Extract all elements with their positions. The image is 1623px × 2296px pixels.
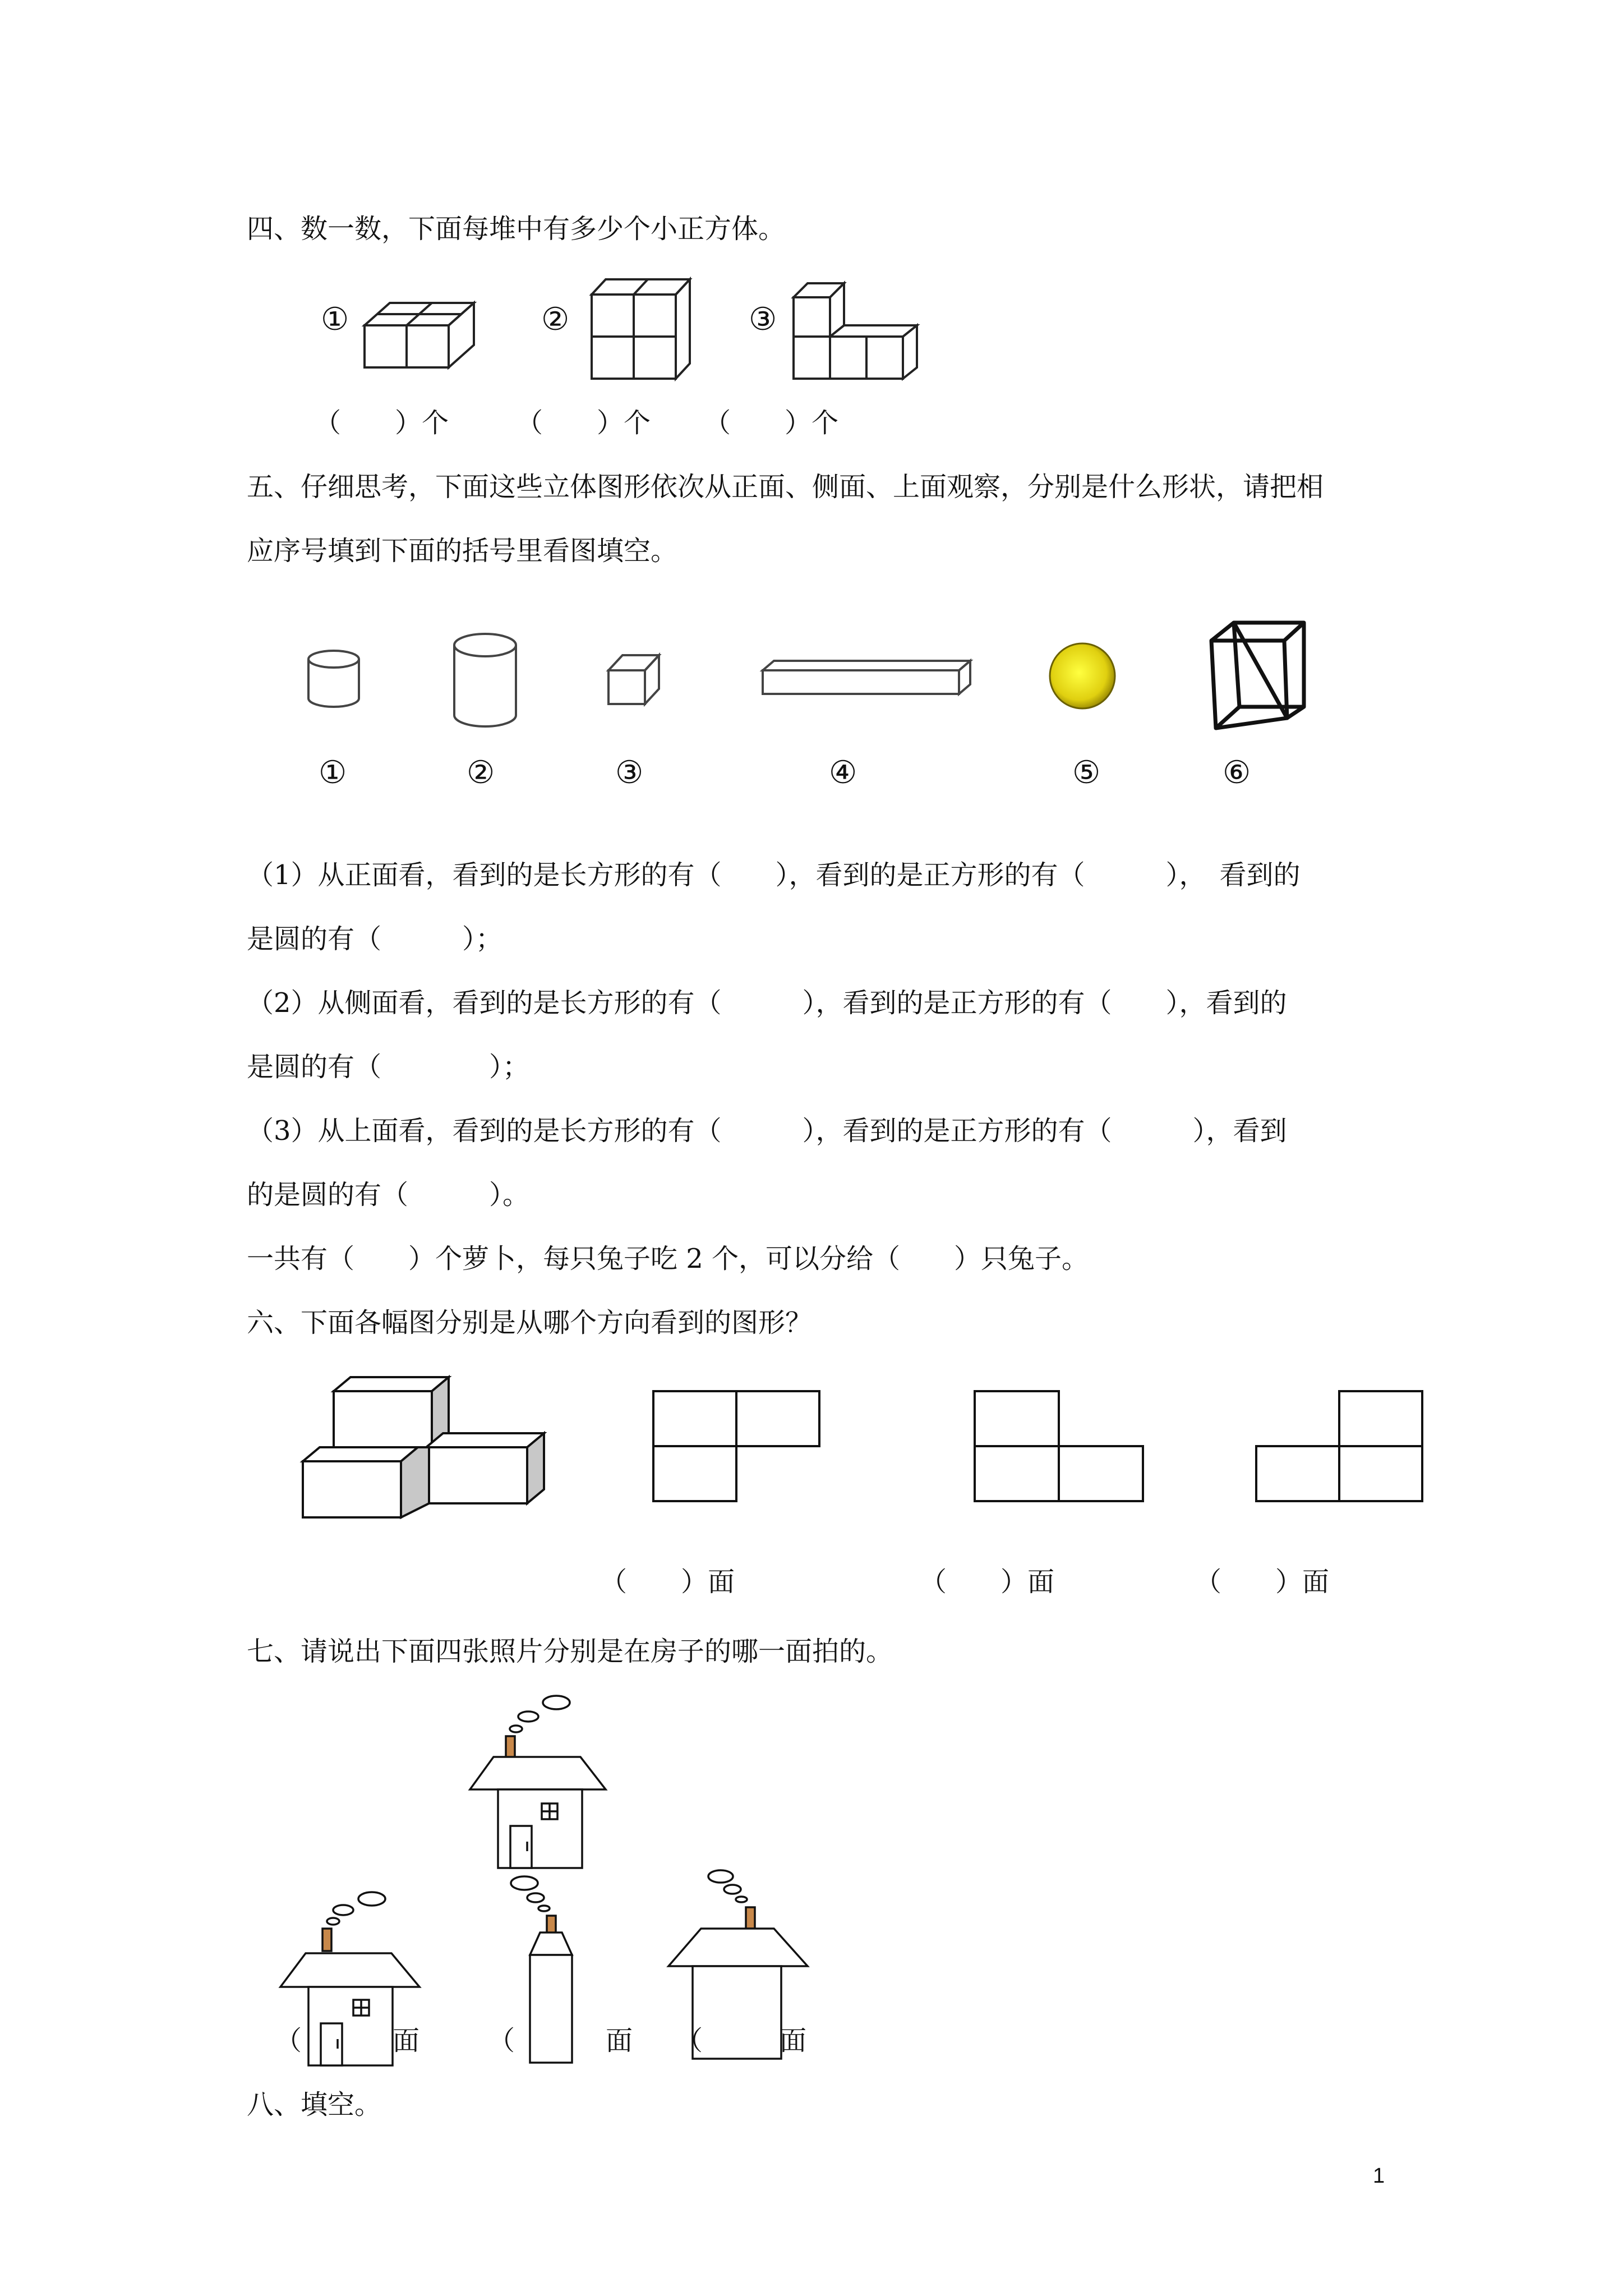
solid-label-3: ③: [615, 754, 644, 791]
house-answer-face-2: 面: [606, 2025, 633, 2056]
house-answer-open-3: （: [676, 2025, 703, 2056]
answer-blank-3: （ ）个: [704, 407, 839, 439]
q1-line2: 是圆的有（ ）；: [247, 923, 503, 955]
view-answer-1: （ ）面: [600, 1566, 735, 1598]
q2-line2: 是圆的有（ ）；: [247, 1051, 530, 1083]
solid-label-6: ⑥: [1223, 754, 1251, 791]
figure-label-3: ③: [749, 301, 777, 338]
answer-blank-2: （ ）个: [516, 407, 651, 439]
house-answer-open-1: （: [275, 2025, 302, 2056]
solid-label-4: ④: [829, 754, 857, 791]
solid-label-5: ⑤: [1072, 754, 1101, 791]
q2-line1: （2）从侧面看，看到的是长方形的有（ ），看到的是正方形的有（ ），看到的: [247, 987, 1287, 1019]
section5-title-line1: 五、仔细思考，下面这些立体图形依次从正面、侧面、上面观察，分别是什么形状，请把相: [247, 471, 1324, 503]
section6-title: 六、下面各幅图分别是从哪个方向看到的图形？: [247, 1307, 813, 1338]
section4-title: 四、数一数，下面每堆中有多少个小正方体。: [247, 213, 786, 245]
page-number: 1: [1373, 2164, 1385, 2188]
solid-label-2: ②: [467, 754, 495, 791]
answer-blank-1: （ ）个: [314, 407, 449, 439]
q3-line1: （3）从上面看，看到的是长方形的有（ ），看到的是正方形的有（ ），看到: [247, 1115, 1287, 1147]
house-pictures: [269, 1683, 830, 2076]
q3-line2: 的是圆的有（ ）。: [247, 1179, 530, 1211]
view-answer-2: （ ）面: [920, 1566, 1055, 1598]
figure-label-2: ②: [541, 301, 570, 338]
cube-figures-count: [314, 269, 942, 387]
solid-figures: [292, 617, 1346, 752]
radish-question: 一共有（ ）个萝卜，每只兔子吃 2 个，可以分给（ ）只兔子。: [247, 1243, 1089, 1274]
view-figures: [292, 1369, 1424, 1537]
figure-label-1: ①: [321, 301, 349, 338]
house-answer-face-1: 面: [393, 2025, 420, 2056]
view-answer-3: （ ）面: [1195, 1566, 1330, 1598]
section5-title-line2: 应序号填到下面的括号里看图填空。: [247, 535, 678, 567]
section7-title: 七、请说出下面四张照片分别是在房子的哪一面拍的。: [247, 1636, 893, 1667]
section8-title: 八、填空。: [247, 2089, 382, 2120]
solid-label-1: ①: [319, 754, 347, 791]
house-answer-open-2: （: [488, 2025, 515, 2056]
q1-line1: （1）从正面看，看到的是长方形的有（ ），看到的是正方形的有（ ）， 看到的: [247, 859, 1301, 891]
house-answer-face-3: 面: [780, 2025, 807, 2056]
